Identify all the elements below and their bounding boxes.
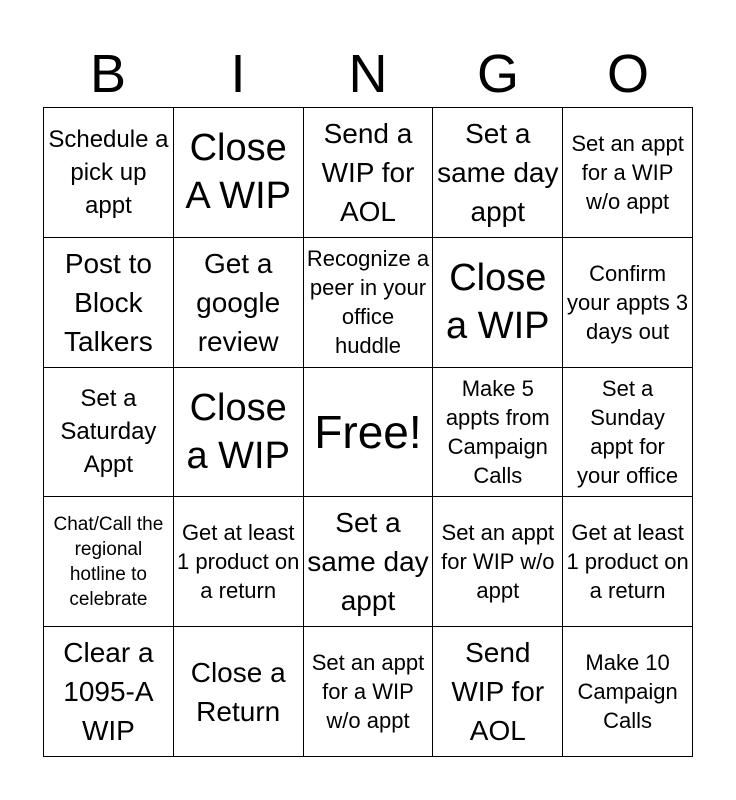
cell-text: Set an appt for WIP w/o appt: [441, 520, 555, 604]
bingo-cell[interactable]: [44, 108, 174, 238]
cell-text: Post to Block Talkers: [64, 247, 153, 357]
cell-text: Make 5 appts from Campaign Calls: [445, 375, 550, 488]
cell-text: Recognize a peer in your office huddle: [306, 246, 430, 359]
cell-text: Set a Sunday appt for your office: [577, 375, 679, 488]
bingo-cell[interactable]: [433, 368, 563, 498]
cell-text: Close a WIP: [446, 257, 550, 348]
bingo-cell[interactable]: [44, 627, 174, 757]
bingo-cell[interactable]: [433, 627, 563, 757]
cell-text: Schedule a pick up appt: [48, 125, 169, 219]
cell-text: Clear a 1095-A WIP: [63, 637, 154, 747]
bingo-cell[interactable]: [433, 238, 563, 368]
bingo-cell[interactable]: [174, 108, 304, 238]
bingo-grid: [43, 107, 693, 757]
bingo-cell[interactable]: [304, 238, 434, 368]
header-letter-o: O: [606, 44, 649, 104]
bingo-cell[interactable]: [433, 108, 563, 238]
cell-text: Set an appt for a WIP w/o appt: [571, 130, 684, 214]
bingo-cell[interactable]: [563, 238, 693, 368]
cell-text: Set a same day appt: [307, 507, 429, 617]
cell-text: Free!: [314, 405, 422, 458]
cell-text: Get at least 1 product on a return: [177, 520, 300, 604]
bingo-cell[interactable]: [174, 497, 304, 627]
cell-text: Send WIP for AOL: [451, 637, 545, 747]
cell-text: Close a Return: [190, 656, 286, 727]
cell-text: Set a Saturday Appt: [60, 385, 157, 479]
header-letter-b: B: [89, 44, 127, 104]
cell-text: Set a same day appt: [437, 117, 559, 227]
bingo-header: [43, 44, 693, 104]
cell-text: Confirm your appts 3 days out: [567, 260, 689, 344]
cell-text: Get a google review: [196, 247, 281, 357]
bingo-cell[interactable]: [44, 368, 174, 498]
bingo-cell[interactable]: [563, 368, 693, 498]
bingo-cell[interactable]: [563, 627, 693, 757]
bingo-cell[interactable]: [304, 497, 434, 627]
bingo-cell[interactable]: [304, 108, 434, 238]
bingo-cell[interactable]: [563, 108, 693, 238]
free-space-cell[interactable]: [304, 368, 434, 498]
bingo-cell[interactable]: [44, 238, 174, 368]
bingo-cell[interactable]: [174, 368, 304, 498]
cell-text: Set an appt for a WIP w/o appt: [311, 650, 425, 734]
bingo-cell[interactable]: [174, 627, 304, 757]
bingo-cell[interactable]: [563, 497, 693, 627]
bingo-cell[interactable]: [433, 497, 563, 627]
cell-text: Chat/Call the regional hotline to celebrate: [53, 513, 164, 610]
cell-text: Close a WIP: [186, 386, 290, 477]
bingo-cell[interactable]: [174, 238, 304, 368]
cell-text: Get at least 1 product on a return: [566, 520, 689, 604]
cell-text: Close A WIP: [185, 127, 291, 218]
header-letter-g: G: [476, 44, 519, 104]
header-letter-n: N: [348, 44, 388, 104]
bingo-cell[interactable]: [44, 497, 174, 627]
bingo-cell[interactable]: [304, 627, 434, 757]
cell-text: Send a WIP for AOL: [321, 117, 415, 227]
cell-text: Make 10 Campaign Calls: [577, 650, 678, 734]
header-letter-i: I: [230, 44, 246, 104]
